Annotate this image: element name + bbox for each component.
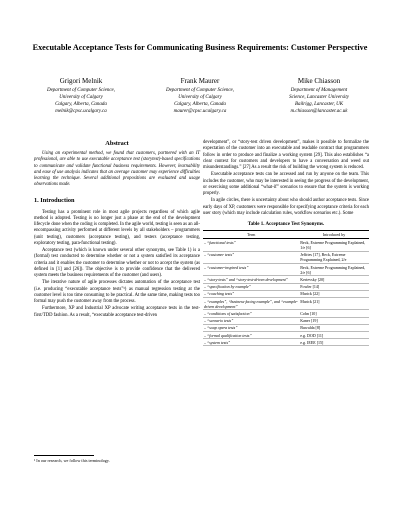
author-email: melnik@cpsc.ucalgary.ca: [55, 109, 107, 114]
author-name: Mike Chiasson: [297, 77, 341, 85]
author-block-3: [259, 77, 379, 115]
intro-paragraph: Testing has a prominent role in most agile projects regardless of which agile method is adopted. Testing is no longer just a phase at the end of the development lifecycle done when the coding is completed. In the agile world, testing is seen as an all-encompassing activity performed at different levels by all stakeholders – programmers (unit testing), customers (acceptance testing), and testers (acceptance testing, exploratory testing, para-functional testing).: [34, 209, 200, 246]
synonyms-table: [203, 230, 369, 346]
paper-title: Executable Acceptance Tests for Communicating Business Requirements: Customer Perspective: [32, 43, 368, 52]
body-paragraph: development”, or “story-test driven development”, makes it possible to formalize the expectation of the customer into an executable and readable contract that programmers follow in order to produce and finalize a working system [29]. This also establishes “a clear context for customers and developers to have a conversation and weed out misunderstandings.” [27] As a result the risk of building the wrong system is reduced.: [203, 140, 369, 170]
table-cell-source: Beck, Extreme Programming Explained, 2/e [6]: [299, 264, 369, 276]
table-cell-source: Marick [22]: [299, 290, 369, 297]
table-header-introduced-by: Introduced by: [299, 231, 369, 239]
left-column: [34, 140, 200, 320]
author-affiliation: Department of Computer Science,: [46, 88, 116, 93]
table-row: [203, 324, 369, 331]
table-cell-source: Cohn [10]: [299, 310, 369, 317]
table-cell-term: – “conditions of satisfaction”: [203, 310, 299, 317]
footnote: ¹ In our research, we follow this terminology.: [34, 458, 110, 463]
author-location: Calgary, Alberta, Canada: [174, 102, 226, 107]
author-affiliation: Department of Computer Science,: [165, 88, 235, 93]
intro-paragraph: Acceptance test (which is known under several other synonyms, see Table 1) is a (formal) test conducted to determine whether or not a system satisfied its acceptance criteria and it enables the customer to determine whether or not to accept the system (as defined in [1] and [26]). The objective is to provide confidence that the delivered system meets the business requirements of the customer (and users).: [34, 248, 200, 278]
body-paragraph: In agile circles, there is uncertainty about who should author acceptance tests. Since early days of XP, customers were responsible for specifying acceptance criteria for each user story (which may include calculation rules, workflow scenarios etc.). Some: [203, 198, 369, 216]
table-row: [203, 332, 369, 339]
table-row: [203, 264, 369, 276]
right-column: [203, 140, 369, 346]
author-name: Grigori Melnik: [59, 77, 103, 85]
table-cell-source: Fowler [14]: [299, 283, 369, 290]
table-row: [203, 298, 369, 310]
table-cell-term: – “coaching tests”: [203, 290, 299, 297]
author-block-2: [140, 77, 260, 115]
table-row: [203, 276, 369, 283]
table-cell-source: Jeffries [17], Beck, Extreme Programming Explained, 2/e: [299, 251, 369, 263]
table-cell-source: Beck, Extreme Programming Explained, 1/e [6]: [299, 239, 369, 251]
table-cell-source: e.g. DOD [11]: [299, 332, 369, 339]
intro-paragraph: Furthermore, XP and Industrial XP advocate writing acceptance tests in the test-first/TDD fashion. As a result, “executable acceptance test-driven: [34, 306, 200, 318]
author-location: Bailrigg, Lancaster, UK: [294, 102, 344, 107]
table-row: [203, 317, 369, 324]
author-email: m.chiasson@lancaster.ac.uk: [290, 109, 348, 114]
table-header-row: [203, 231, 369, 239]
author-affiliation: University of Calgary: [178, 95, 222, 100]
table-cell-source: Kerievsky [20]: [299, 276, 369, 283]
author-location: Calgary, Alberta, Canada: [55, 102, 107, 107]
table-cell-source: Kaner [19]: [299, 317, 369, 324]
table-cell-source: e.g. IEEE [15]: [299, 339, 369, 346]
abstract-text: Using an experimental method, we found that customers, partnered with an IT professional, are able to use executable acceptance test (storytest)-based specifications to communicate and validate functional business requirements. However, learnability and ease of use analysis indicates that an average customer may experience difficulties learning the technique. Several additional propositions are evaluated and usage observations made.: [34, 151, 200, 188]
table-row: [203, 339, 369, 346]
table-cell-term: – “scenario tests”: [203, 317, 299, 324]
author-email: maurer@cpsc.ucalgary.ca: [173, 109, 227, 114]
table-cell-term: – “examples”, “business-facing example”, and “example-driven development”: [204, 298, 298, 309]
author-name: Frank Maurer: [180, 77, 220, 85]
author-affiliation: Department of Management: [290, 88, 348, 93]
intro-heading: 1. Introduction: [34, 196, 75, 204]
table-cell-term: – “soap opera tests”: [203, 324, 299, 331]
author-block-1: [21, 77, 141, 115]
table-cell-term: – “formal qualification tests”: [203, 332, 299, 339]
table-row: [203, 310, 369, 317]
table-row: [203, 239, 369, 251]
body-paragraph: Executable acceptance tests can be accessed and run by anyone on the team. This includes the customer, who may be interested in seeing the progress of the development, or exercising some additional “what-if” scenarios to ensure that the system is working properly.: [203, 172, 369, 196]
table-cell-term: – “functional tests”: [203, 239, 299, 251]
table-caption: Table 1. Acceptance Test Synonyms.: [247, 222, 325, 227]
author-affiliation: Science, Lancaster University: [289, 95, 349, 100]
table-row: [203, 283, 369, 290]
table-cell-term: – “system tests”: [203, 339, 299, 346]
table-cell-term: – “story-tests” and “story-test-driven development”: [203, 276, 299, 283]
table-cell-term: – “customer tests”: [203, 251, 299, 263]
table-header-term: Term: [203, 231, 299, 239]
abstract-heading: Abstract: [105, 140, 129, 147]
table-row: [203, 251, 369, 263]
intro-paragraph: The iterative nature of agile processes dictates automation of the acceptance test (i.e. producing “executable acceptance tests”¹) as manual regression testing at the customer level is too time consuming to be practical. At the same time, making tests too formal may push the customer away from the process.: [34, 280, 200, 304]
table-cell-source: Marick [21]: [299, 298, 369, 310]
footnote-divider: [34, 455, 94, 456]
table-cell-term: – “specification by example”: [203, 283, 299, 290]
table-cell-term: – “customer-inspired tests”: [203, 264, 299, 276]
table-row: [203, 290, 369, 297]
author-affiliation: University of Calgary: [59, 95, 103, 100]
table-cell-source: Buwalda [8]: [299, 324, 369, 331]
